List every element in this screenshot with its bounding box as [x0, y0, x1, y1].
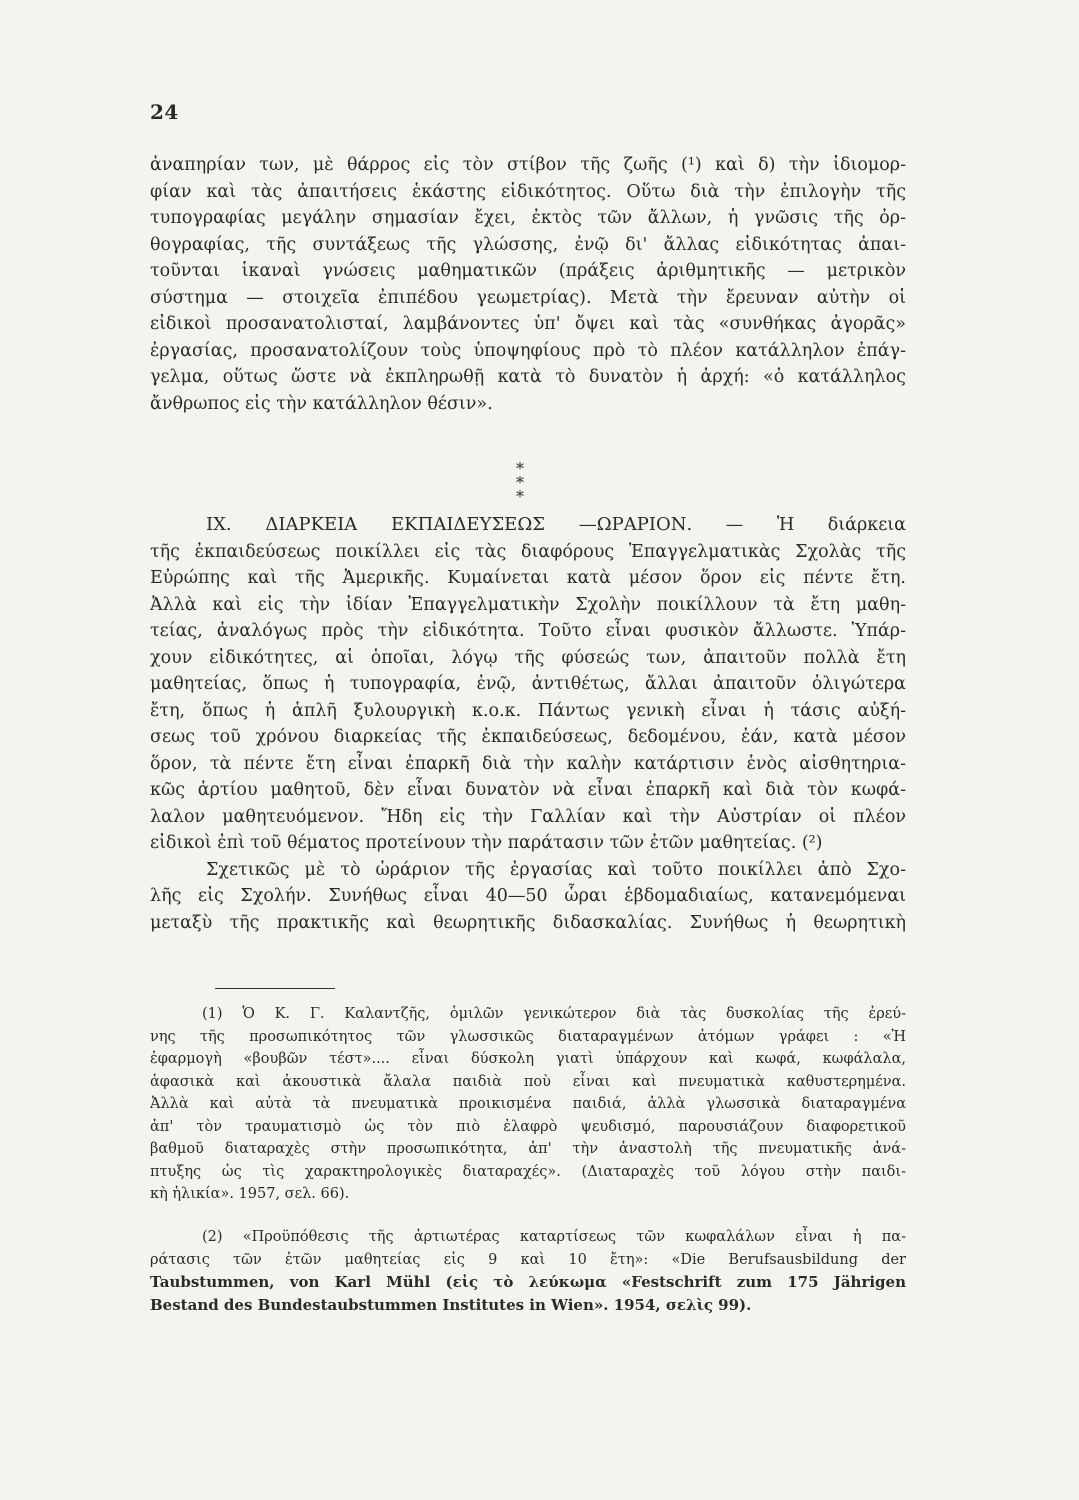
footnote-line: ράτασις τῶν ἐτῶν μαθητείας εἰς 9 καὶ 10 ἔτη»: «Die Berufsausbildung der: [150, 1251, 906, 1268]
text-line: σεως τοῦ χρόνου διαρκείας τῆς ἐκπαιδεύσεως, δεδομένου, ἐάν, κατὰ μέσον: [150, 727, 906, 747]
section-heading-line: [150, 512, 906, 539]
footnote-line: (2) «Προϋπόθεσις τῆς ἀρτιωτέρας καταρτίσεως τῶν κωφαλάλων εἶναι ἡ πα-: [202, 1229, 906, 1245]
page-number: 24: [150, 100, 179, 124]
text-line: τυπογραφίας μεγάλην σημασίαν ἔχει, ἐκτὸς τῶν ἄλλων, ἡ γνῶσις τῆς ὀρ-: [150, 208, 906, 228]
text-line: τείας, ἀναλόγως πρὸς τὴν εἰδικότητα. Τοῦτο εἶναι φυσικὸν ἄλλωστε. Ὑπάρ-: [150, 621, 906, 641]
text-line: εἰδικοὶ προσανατολισταί, λαμβάνοντες ὑπ' ὄψει καὶ τὰς «συνθήκας ἀγορᾶς»: [150, 314, 906, 334]
text-line: Εὐρώπης καὶ τῆς Ἀμερικῆς. Κυμαίνεται κατὰ μέσον ὅρον εἰς πέντε ἔτη.: [150, 568, 906, 588]
text-line: φίαν καὶ τὰς ἀπαιτήσεις ἑκάστης εἰδικότητος. Οὕτω διὰ τὴν ἐπιλογὴν τῆς: [150, 181, 906, 202]
footnote-line: Bestand des Bundestaubstummen Institutes in Wien». 1954, σελὶς 99).: [150, 1295, 752, 1314]
footnote-line: ἀπ' τὸν τραυματισμὸ ὡς τὸν πιὸ ἐλαφρὸ ψευδισμό, παρουσιάζουν διαφορετικοῦ: [150, 1118, 906, 1135]
text-line: εἰδικοὶ ἐπὶ τοῦ θέματος προτείνουν τὴν παράτασιν τῶν ἐτῶν μαθητείας. (²): [150, 833, 823, 853]
text-line: λῆς εἰς Σχολήν. Συνήθως εἶναι 40—50 ὧραι ἑβδομαδιαίως, κατανεμόμεναι: [150, 886, 906, 906]
text-line: θογραφίας, τῆς συντάξεως τῆς γλώσσης, ἐνῷ δι' ἄλλας εἰδικότητας ἀπαι-: [150, 234, 906, 255]
footnote-line: (1) Ὁ Κ. Γ. Καλαντζῆς, ὁμιλῶν γενικώτερον διὰ τὰς δυσκολίας τῆς ἐρεύ-: [202, 1006, 906, 1022]
text-line: τῆς ἐκπαιδεύσεως ποικίλλει εἰς τὰς διαφόρους Ἐπαγγελματικὰς Σχολὰς τῆς: [150, 541, 906, 562]
footnote-line: Ἀλλὰ καὶ αὐτὰ τὰ πνευματικὰ προικισμένα παιδιά, ἀλλὰ γλωσσικὰ διαταραγμένα: [150, 1096, 906, 1112]
section-ix: [150, 512, 906, 936]
text-line: χουν εἰδικότητες, αἱ ὁποῖαι, λόγῳ τῆς φύσεώς των, ἀπαιτοῦν πολλὰ ἔτη: [150, 647, 906, 668]
text-line: ἄνθρωπος εἰς τὴν κατάλληλον θέσιν».: [150, 393, 493, 414]
asterism-bottom: * *: [516, 473, 538, 506]
text-line: γελμα, οὕτως ὥστε νὰ ἐκπληρωθῇ κατὰ τὸ δυνατὸν ἡ ἀρχή: «ὁ κατάλληλος: [150, 367, 906, 387]
footnote-line: πτυξης ὡς τὶς χαρακτηρολογικὲς διαταραχές». (Διαταραχὲς τοῦ λόγου στὴν παιδι-: [150, 1163, 906, 1180]
text-line: τοῦνται ἱκαναὶ γνώσεις μαθηματικῶν (πράξεις ἀριθμητικῆς — μετρικὸν: [150, 261, 906, 281]
footnote-1: [150, 1003, 906, 1206]
text-line: σύστημα — στοιχεῖα ἐπιπέδου γεωμετρίας). Μετὰ τὴν ἔρευναν αὐτὴν οἱ: [150, 287, 906, 308]
footnote-line: ἐφαρμογὴ «βουβῶν τέστ».... εἶναι δύσκολη γιατὶ ὑπάρχουν καὶ κωφά, κωφάλαλα,: [150, 1051, 906, 1067]
footnote-line: βαθμοῦ διαταραχὲς στὴν προσωπικότητα, ἀπ' τὴν ἀναστολὴ τῆς πνευματικῆς ἀνά-: [150, 1141, 906, 1157]
section-heading-rest: — Ἡ διάρκεια: [725, 515, 906, 535]
text-line: ἐργασίας, προσανατολίζουν τοὺς ὑποψηφίους πρὸ τὸ πλέον κατάλληλον ἐπάγ-: [150, 340, 906, 361]
asterism-top: *: [516, 459, 524, 478]
footnote-2: [150, 1226, 906, 1316]
footnote-line: κὴ ἡλικία». 1957, σελ. 66).: [150, 1186, 350, 1202]
footnote-line: νης τῆς προσωπικότητος τῶν γλωσσικῶς διαταραγμένων ἀτόμων γράφει : «Ἡ: [150, 1028, 906, 1045]
section-heading: IX. ΔΙΑΡΚΕΙΑ ΕΚΠΑΙΔΕΥΣΕΩΣ —ΩΡΑΡΙΟΝ.: [206, 514, 693, 535]
section-separator: [490, 459, 550, 506]
footnote-rule: [215, 988, 335, 989]
text-line: ἔτη, ὅπως ἡ ἁπλῆ ξυλουργικὴ κ.ο.κ. Πάντως γενικὴ εἶναι ἡ τάσις αὐξή-: [150, 700, 906, 721]
text-line: ὅρον, τὰ πέντε ἔτη εἶναι ἐπαρκῆ διὰ τὴν καλὴν κατάρτισιν ἑνὸς αἰσθητηρια-: [150, 753, 906, 774]
intro-paragraph: [150, 152, 906, 417]
text-line: μαθητείας, ὅπως ἡ τυπογραφία, ἐνῷ, ἀντιθέτως, ἄλλαι ἀπαιτοῦν ὀλιγώτερα: [150, 674, 906, 694]
text-line: Ἀλλὰ καὶ εἰς τὴν ἰδίαν Ἐπαγγελματικὴν Σχολὴν ποικίλλουν τὰ ἔτη μαθη-: [150, 594, 906, 615]
text-line: ἀναπηρίαν των, μὲ θάρρος εἰς τὸν στίβον τῆς ζωῆς (¹) καὶ δ) τὴν ἰδιομορ-: [150, 155, 906, 175]
text-line: κῶς ἀρτίου μαθητοῦ, δὲν εἶναι δυνατὸν νὰ εἶναι ἐπαρκῆ καὶ διὰ τὸν κωφά-: [150, 780, 906, 800]
footnote-line: ἀφασικὰ καὶ ἀκουστικὰ ἄλαλα παιδιὰ ποὺ εἶναι καὶ πνευματικὰ καθυστερημένα.: [150, 1073, 906, 1090]
text-line: Σχετικῶς μὲ τὸ ὡράριον τῆς ἐργασίας καὶ τοῦτο ποικίλλει ἀπὸ Σχο-: [206, 859, 906, 880]
text-line: μεταξὺ τῆς πρακτικῆς καὶ θεωρητικῆς διδασκαλίας. Συνήθως ἡ θεωρητικὴ: [150, 912, 906, 933]
footnote-line: Taubstummen, von Karl Mühl (εἰς τὸ λεύκωμα «Festschrift zum 175 Jährigen: [150, 1273, 906, 1291]
text-line: λαλον μαθητευόμενον. Ἤδη εἰς τὴν Γαλλίαν καὶ τὴν Αὐστρίαν οἱ πλέον: [150, 806, 906, 827]
